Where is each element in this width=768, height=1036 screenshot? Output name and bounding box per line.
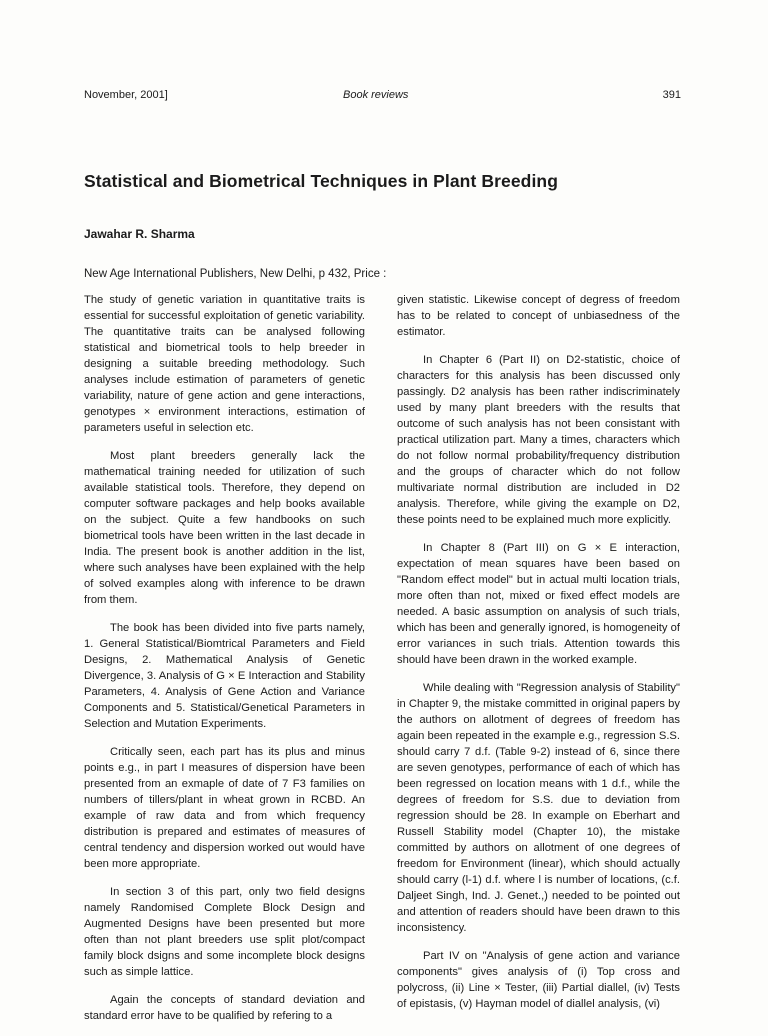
paragraph: Again the concepts of standard deviation and standard error have to be qualified by refering to a — [84, 994, 365, 1022]
paragraph: The study of genetic variation in quantitative traits is essential for successful exploitation of genetic variability. The quantitative traits can be analysed following statistical and biometrical tools to help breeder in designing a suitable breeding methodology. Such analyses include estimation of parameters of genetic variability, nature of gene action and gene interactions, genotypes × environment interactions, estimation of parameters useful in selection etc. — [84, 294, 365, 434]
paragraph: given statistic. Likewise concept of degress of freedom has to be related to concept of unbiasedness of the estimator. — [397, 294, 680, 338]
paragraph: Most plant breeders generally lack the mathematical training needed for utilization of such available statistical tools. Therefore, they depend on computer software packages and help books available on the subject. Quite a few handbooks on such biometrical tools have been written in the last decade in India. The present book is another addition in the list, where such analyses have been explained with the help of solved examples along with inference to be drawn from them. — [84, 450, 365, 606]
header-date: November, 2001] — [84, 89, 168, 101]
paragraph: In section 3 of this part, only two field designs namely Randomised Complete Block Design and Augmented Designs have been presented but more often than not plant breeders use split plot/compact family block dsigns and some incomplete block designs such as simple lattice. — [84, 886, 365, 978]
header-section: Book reviews — [343, 89, 409, 101]
paragraph: In Chapter 6 (Part II) on D2-statistic, choice of characters for this analysis has been discussed only passingly. D2 analysis has been rather indiscriminately used by many plant breeders with the results that outcome of such analysis has not been consistant with practical utilization part. Many a times, characters which do not follow normal probability/frequency distribution and the groups of character which do not follow multivariate normal distribution are included in D2 analysis. Therefore, while giving the example on D2, these points need to be explained much more explicitly. — [397, 354, 680, 526]
left-column — [84, 292, 365, 1036]
running-header — [84, 89, 681, 105]
paragraph: Part IV on "Analysis of gene action and variance components" gives analysis of (i) Top cross and polycross, (ii) Line × Tester, (iii) Partial diallel, (iv) Tests of epistasis, (v) Hayman model of diallel analysis, (vi) — [397, 950, 680, 1010]
page-number: 391 — [662, 89, 681, 101]
paragraph: While dealing with "Regression analysis of Stability" in Chapter 9, the mistake committed in original papers by the authors on allotment of degrees of freedom has again been repeated in the example e.g., regression S.S. should carry 7 d.f. (Table 9-2) instead of 6, since there are seven genotypes, performance of each of which has been regressed on location means with 1 d.f., while the degrees of freedom for S.S. due to deviation from regression should be 28. In example on Eberhart and Russell Stability model (Chapter 10), the mistake committed by authors on allotment of one degrees of freedom for Environment (linear), which should actually should carry (l-1) d.f. where l is number of locations, (c.f. Daljeet Singh, Ind. J. Genet.,) needed to be pointed out and attention of readers should have been drawn to this inconsistency. — [397, 682, 680, 934]
paragraph: Critically seen, each part has its plus and minus points e.g., in part I measures of dispersion have been presented from an exmaple of date of 7 F3 families on numbers of tillers/plant in wheat grown in RCBD. An example of raw data and from which frequency distribution is prepared and estimates of measures of central tendency and dispersion worked out would have been more appropriate. — [84, 746, 365, 870]
paragraph: The book has been divided into five parts namely, 1. General Statistical/Biomtrical Parameters and Field Designs, 2. Mathematical Analysis of Genetic Divergence, 3. Analysis of G × E Interaction and Stability Parameters, 4. Analysis of Gene Action and Variance Components and 5. Statistical/Genetical Parameters in Selection and Mutation Experiments. — [84, 622, 365, 730]
paragraph: In Chapter 8 (Part III) on G × E interaction, expectation of mean squares have been based on "Random effect model" but in actual multi location trials, more often than not, mixed or fixed effect models are needed. A basic assumption on analysis of such trials, which has been and generally ignored, is homogeneity of error variances in such trials. Attention towards this should have been drawn in the worked example. — [397, 542, 680, 666]
review-title: Statistical and Biometrical Techniques in Plant Breeding — [84, 171, 558, 191]
right-column — [397, 292, 680, 1024]
review-author: Jawahar R. Sharma — [84, 227, 195, 241]
publisher-info: New Age International Publishers, New Delhi, p 432, Price : — [84, 268, 387, 280]
